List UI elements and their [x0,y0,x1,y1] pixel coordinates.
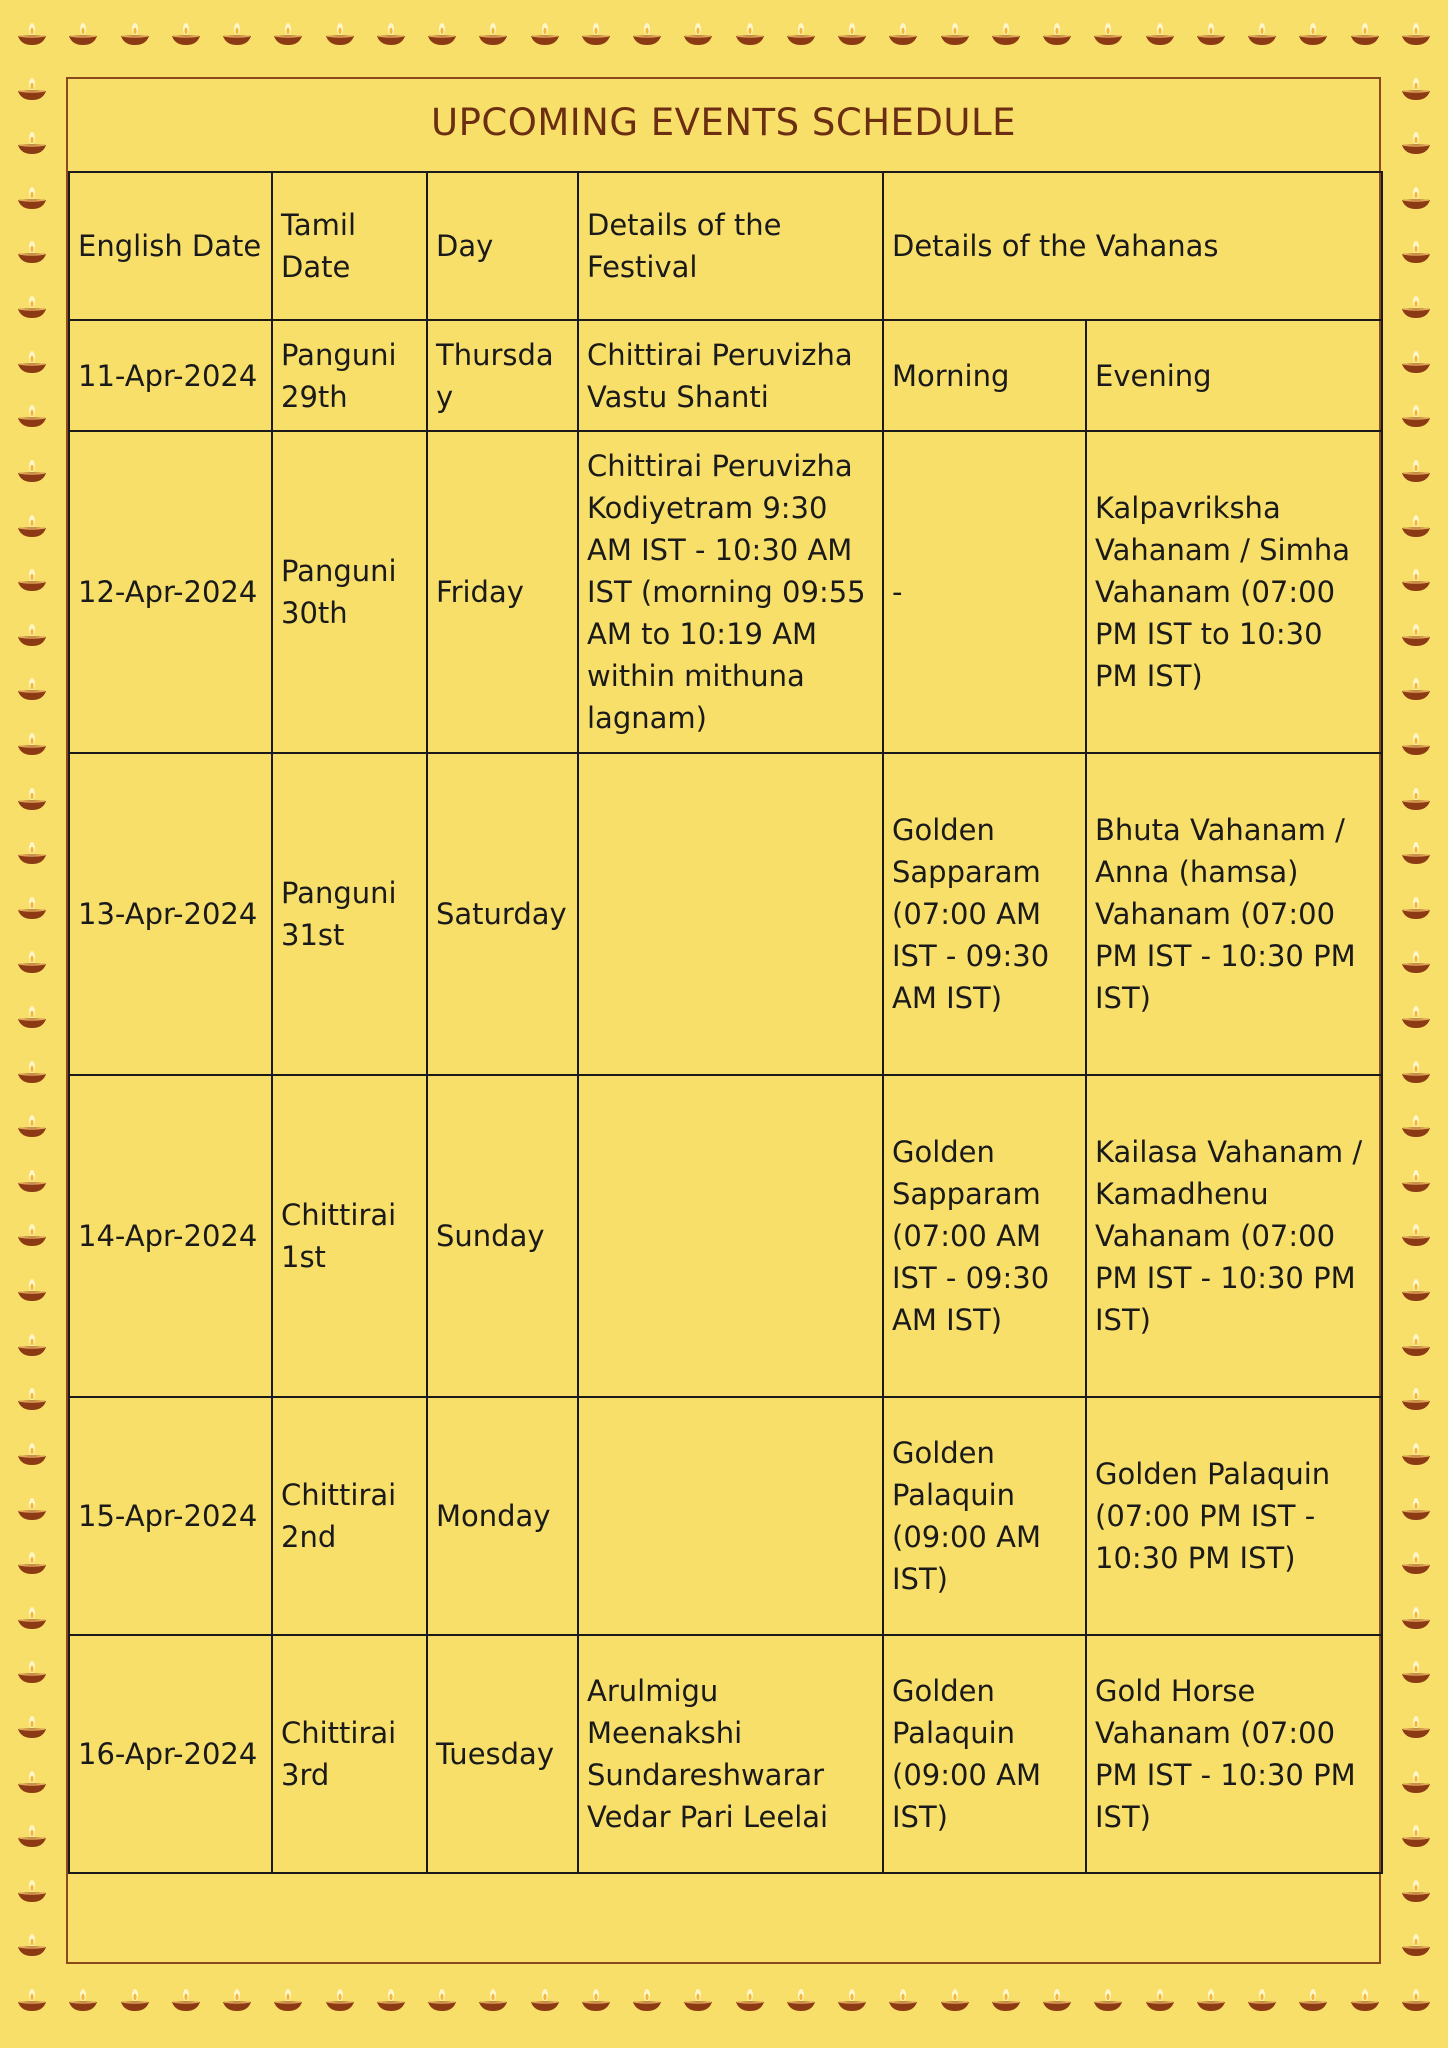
evening-cell: Bhuta Vahanam / Anna (hamsa) Vahanam (07:00 PM IST - 10:30 PM IST) [1086,753,1382,1075]
diya-lamp-icon [16,896,48,926]
english-date-cell: 15-Apr-2024 [69,1397,272,1635]
morning-cell: Golden Sapparam (07:00 AM IST - 09:30 AM IST) [883,753,1086,1075]
diya-lamp-icon [1400,623,1432,653]
diya-lamp-icon [16,240,48,270]
diya-lamp-icon [477,22,509,52]
evening-cell: Golden Palaquin (07:00 PM IST - 10:30 PM IST) [1086,1397,1382,1635]
diya-lamp-icon [1400,787,1432,817]
diya-lamp-icon [16,1169,48,1199]
diya-lamp-icon [1400,1715,1432,1745]
diya-lamp-icon [16,1278,48,1308]
festival-cell [578,753,883,1075]
diya-lamp-icon [1400,677,1432,707]
diya-lamp-icon [16,1114,48,1144]
diya-lamp-icon [16,404,48,434]
diya-lamp-icon [836,1988,868,2018]
diya-lamp-icon [16,22,48,52]
diya-lamp-icon [1400,186,1432,216]
diya-lamp-icon [16,623,48,653]
diya-lamp-icon [990,1988,1022,2018]
diya-lamp-icon [16,1824,48,1854]
diya-lamp-icon [939,1988,971,2018]
diya-lamp-icon [1400,295,1432,325]
diya-lamp-icon [1400,1387,1432,1417]
diya-lamp-icon [16,568,48,598]
diya-lamp-icon [1349,22,1381,52]
diya-lamp-icon [1297,1988,1329,2018]
diya-lamp-icon [16,1005,48,1035]
tamil-date-cell: Panguni 29th [272,320,427,431]
diya-lamp-icon [1400,1060,1432,1090]
diya-lamp-icon [16,295,48,325]
diya-lamp-icon [67,1988,99,2018]
diya-lamp-icon [1400,1879,1432,1909]
diya-lamp-icon [1246,1988,1278,2018]
diya-lamp-icon [1144,22,1176,52]
diya-lamp-icon [375,1988,407,2018]
header-tamil-date: Tamil Date [272,172,427,320]
diya-lamp-icon [734,1988,766,2018]
diya-lamp-icon [324,1988,356,2018]
festival-cell: Arulmigu Meenakshi Sundareshwarar Vedar Pari Leelai [578,1635,883,1873]
diya-lamp-icon [16,1333,48,1363]
diya-lamp-icon [1400,841,1432,871]
diya-lamp-icon [1400,1114,1432,1144]
diya-lamp-icon [682,22,714,52]
evening-cell: Kalpavriksha Vahanam / Simha Vahanam (07:00 PM IST to 10:30 PM IST) [1086,431,1382,753]
morning-cell: - [883,431,1086,753]
diya-lamp-icon [1400,404,1432,434]
evening-cell: Kailasa Vahanam / Kamadhenu Vahanam (07:00 PM IST - 10:30 PM IST) [1086,1075,1382,1397]
english-date-cell: 12-Apr-2024 [69,431,272,753]
header-vahanas: Details of the Vahanas [883,172,1382,320]
diya-lamp-icon [1400,896,1432,926]
diya-lamp-icon [16,1933,48,1963]
diya-lamp-icon [1400,568,1432,598]
tamil-date-cell: Panguni 30th [272,431,427,753]
english-date-cell: 16-Apr-2024 [69,1635,272,1873]
diya-lamp-icon [1400,1442,1432,1472]
diya-lamp-icon [887,22,919,52]
diya-lamp-icon [734,22,766,52]
diya-lamp-icon [1400,350,1432,380]
diya-lamp-icon [836,22,868,52]
day-cell: Sunday [427,1075,578,1397]
diya-lamp-icon [785,22,817,52]
diya-lamp-icon [16,1715,48,1745]
diya-lamp-icon [1092,1988,1124,2018]
diya-lamp-icon [170,22,202,52]
diya-lamp-icon [785,1988,817,2018]
diya-lamp-icon [16,1223,48,1253]
diya-lamp-icon [990,22,1022,52]
day-cell: Thursday [427,320,578,431]
diya-lamp-icon [16,1988,48,2018]
page-title: UPCOMING EVENTS SCHEDULE [431,101,1016,144]
diya-lamp-icon [16,514,48,544]
diya-lamp-icon [170,1988,202,2018]
table-row [69,753,1382,1075]
diya-lamp-icon [1092,22,1124,52]
diya-lamp-icon [16,350,48,380]
diya-lamp-icon [1349,1988,1381,2018]
diya-lamp-icon [16,1660,48,1690]
diya-lamp-icon [1195,1988,1227,2018]
diya-lamp-icon [272,22,304,52]
diya-lamp-icon [221,22,253,52]
diya-lamp-icon [631,22,663,52]
table-row [69,1635,1382,1873]
diya-lamp-icon [682,1988,714,2018]
diya-lamp-icon [939,22,971,52]
diya-lamp-icon [1195,22,1227,52]
diya-lamp-icon [16,950,48,980]
diya-lamp-icon [16,787,48,817]
diya-lamp-icon [887,1988,919,2018]
diya-lamp-icon [529,1988,561,2018]
diya-lamp-icon [426,1988,458,2018]
tamil-date-cell: Chittirai 1st [272,1075,427,1397]
festival-cell: Chittirai Peruvizha Vastu Shanti [578,320,883,431]
morning-cell: Golden Sapparam (07:00 AM IST - 09:30 AM IST) [883,1075,1086,1397]
diya-lamp-icon [1144,1988,1176,2018]
diya-lamp-icon [580,1988,612,2018]
day-cell: Friday [427,431,578,753]
diya-lamp-icon [67,22,99,52]
morning-cell: Golden Palaquin (09:00 AM IST) [883,1635,1086,1873]
diya-lamp-icon [1400,1824,1432,1854]
header-morning: Morning [883,320,1086,431]
tamil-date-cell: Chittirai 2nd [272,1397,427,1635]
diya-lamp-icon [477,1988,509,2018]
diya-lamp-icon [16,1060,48,1090]
diya-lamp-icon [1400,131,1432,161]
diya-lamp-icon [16,131,48,161]
table-row [69,1397,1382,1635]
diya-lamp-icon [16,77,48,107]
diya-lamp-icon [16,1770,48,1800]
day-cell: Saturday [427,753,578,1075]
diya-lamp-icon [529,22,561,52]
diya-lamp-icon [1400,77,1432,107]
diya-lamp-icon [16,186,48,216]
diya-lamp-icon [1400,240,1432,270]
diya-lamp-icon [16,732,48,762]
diya-lamp-icon [1400,950,1432,980]
diya-lamp-icon [1400,1497,1432,1527]
diya-lamp-icon [16,1551,48,1581]
diya-lamp-icon [16,1497,48,1527]
english-date-cell: 11-Apr-2024 [69,320,272,431]
diya-lamp-icon [1041,22,1073,52]
diya-lamp-icon [1400,1223,1432,1253]
diya-lamp-icon [1400,1333,1432,1363]
table-row [69,1075,1382,1397]
diya-lamp-icon [16,1879,48,1909]
diya-lamp-icon [426,22,458,52]
diya-lamp-icon [1246,22,1278,52]
evening-cell: Gold Horse Vahanam (07:00 PM IST - 10:30 PM IST) [1086,1635,1382,1873]
diya-lamp-icon [1400,1606,1432,1636]
diya-lamp-icon [16,841,48,871]
festival-cell [578,1075,883,1397]
english-date-cell: 13-Apr-2024 [69,753,272,1075]
diya-lamp-icon [580,22,612,52]
festival-cell [578,1397,883,1635]
schedule-frame [66,77,1381,1964]
diya-lamp-icon [375,22,407,52]
tamil-date-cell: Chittirai 3rd [272,1635,427,1873]
diya-lamp-icon [324,22,356,52]
diya-lamp-icon [1400,22,1432,52]
diya-lamp-icon [1400,1770,1432,1800]
diya-lamp-icon [119,1988,151,2018]
diya-lamp-icon [1400,1169,1432,1199]
diya-lamp-icon [1297,22,1329,52]
header-row [69,172,1382,320]
english-date-cell: 14-Apr-2024 [69,1075,272,1397]
tamil-date-cell: Panguni 31st [272,753,427,1075]
header-festival: Details of the Festival [578,172,883,320]
header-day: Day [427,172,578,320]
diya-lamp-icon [1400,514,1432,544]
morning-cell: Golden Palaquin (09:00 AM IST) [883,1397,1086,1635]
diya-lamp-icon [272,1988,304,2018]
day-cell: Monday [427,1397,578,1635]
header-evening: Evening [1086,320,1382,431]
diya-lamp-icon [16,459,48,489]
diya-lamp-icon [1041,1988,1073,2018]
diya-lamp-icon [16,1606,48,1636]
table-row [69,320,1382,431]
diya-lamp-icon [119,22,151,52]
diya-lamp-icon [631,1988,663,2018]
diya-lamp-icon [221,1988,253,2018]
festival-cell: Chittirai Peruvizha Kodiyetram 9:30 AM IST - 10:30 AM IST (morning 09:55 AM to 10:19 AM within mithuna lagnam) [578,431,883,753]
diya-lamp-icon [1400,732,1432,762]
events-table [68,171,1383,1874]
day-cell: Tuesday [427,1635,578,1873]
diya-lamp-icon [1400,1278,1432,1308]
diya-lamp-icon [16,1387,48,1417]
diya-lamp-icon [1400,1005,1432,1035]
diya-lamp-icon [16,1442,48,1472]
diya-lamp-icon [1400,1933,1432,1963]
header-english-date: English Date [69,172,272,320]
diya-lamp-icon [1400,1660,1432,1690]
diya-lamp-icon [1400,459,1432,489]
diya-lamp-icon [16,677,48,707]
table-row [69,431,1382,753]
diya-lamp-icon [1400,1988,1432,2018]
diya-lamp-icon [1400,1551,1432,1581]
